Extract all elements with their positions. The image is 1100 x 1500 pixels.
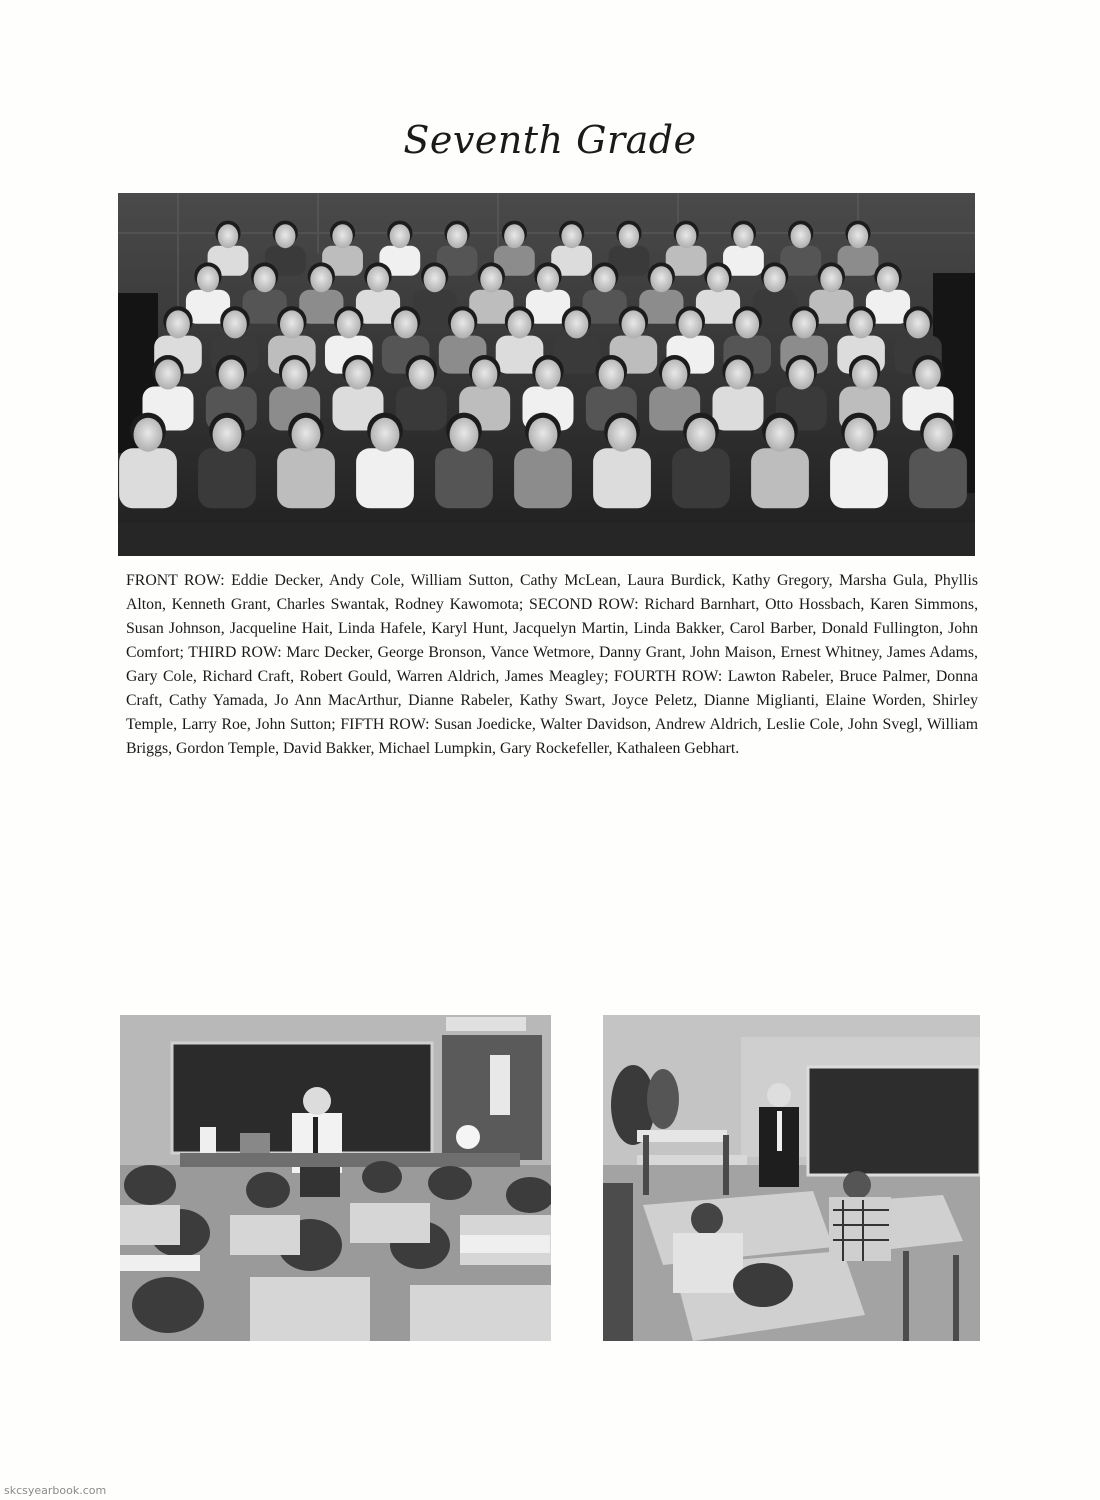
student-figure-face: [275, 224, 295, 248]
student-figure-face: [292, 418, 321, 452]
page-title: Seventh Grade: [403, 118, 697, 162]
student-figure-face: [764, 266, 786, 292]
student-figure-body: [830, 448, 888, 508]
student-figure-face: [537, 266, 559, 292]
student-figure-face: [676, 224, 696, 248]
caption-row-names-3: Marc Decker, George Bronson, Vance Wetmore, Danny Grant, John Maison, Ernest Whitney, James Adams, Gary Cole, Richard Craft, Robert Gould, Warren Aldrich, James Meagley;: [126, 644, 978, 685]
student-figure-face: [197, 266, 219, 292]
student-figure-face: [134, 418, 163, 452]
student-figure-body: [713, 387, 764, 431]
student-figure-face: [678, 310, 702, 338]
student-figure-face: [280, 310, 304, 338]
student-figure-face: [848, 224, 868, 248]
student-figure-body: [356, 448, 414, 508]
student-figure-face: [792, 310, 816, 338]
student-figure-face: [565, 310, 589, 338]
student-figure-face: [213, 418, 242, 452]
student-figure-face: [766, 418, 795, 452]
student-figure-face: [450, 418, 479, 452]
student-figure-body: [119, 448, 177, 508]
student-figure-face: [218, 224, 238, 248]
student-figure-face: [650, 266, 672, 292]
student-figure-face: [219, 360, 245, 390]
student-figure-face: [310, 266, 332, 292]
student-figure-face: [508, 310, 532, 338]
student-figure-body: [751, 448, 809, 508]
student-figure-face: [789, 360, 815, 390]
student-figure-face: [845, 418, 874, 452]
student-figure-face: [390, 224, 410, 248]
student-figure-face: [687, 418, 716, 452]
student-figure-face: [345, 360, 371, 390]
student-figure-face: [561, 224, 581, 248]
student-figure-body: [396, 387, 447, 431]
student-figure-face: [924, 418, 953, 452]
student-figure-face: [529, 418, 558, 452]
student-figure-face: [155, 360, 181, 390]
student-figure-body: [514, 448, 572, 508]
student-figure-body: [198, 448, 256, 508]
student-figure-face: [906, 310, 930, 338]
student-figure-body: [277, 448, 335, 508]
caption-row-names-2: Richard Barnhart, Otto Hossbach, Karen Simmons, Susan Johnson, Jacqueline Hait, Linda Hafele, Karyl Hunt, Jacquelyn Martin, Linda Bakker, Carol Barber, Donald Fullington, John Comfort;: [126, 596, 979, 661]
student-figure-face: [424, 266, 446, 292]
student-figure-face: [594, 266, 616, 292]
student-figure-face: [447, 224, 467, 248]
student-figure-body: [672, 448, 730, 508]
student-figure-face: [504, 224, 524, 248]
student-figure-body: [909, 448, 967, 508]
student-figure-face: [480, 266, 502, 292]
student-figure-face: [852, 360, 878, 390]
classroom-photo-teacher-chalkboard: [603, 1015, 980, 1341]
student-figure-face: [791, 224, 811, 248]
student-figure-face: [820, 266, 842, 292]
student-figure-face: [337, 310, 361, 338]
student-figure-face: [254, 266, 276, 292]
student-figure-face: [371, 418, 400, 452]
student-figure-face: [472, 360, 498, 390]
student-figure-face: [367, 266, 389, 292]
student-figure-face: [877, 266, 899, 292]
caption-row-names-1: Eddie Decker, Andy Cole, William Sutton, Cathy McLean, Laura Burdick, Kathy Gregory, Marsha Gula, Phyllis Alton, Kenneth Grant, Charles Swantak, Rodney Kawomota;: [126, 572, 978, 613]
caption-row-label-3: THIRD ROW:: [188, 644, 282, 661]
student-figure-body: [435, 448, 493, 508]
student-figure-face: [733, 224, 753, 248]
class-group-photo: [118, 193, 975, 556]
student-figure-face: [735, 310, 759, 338]
site-watermark: skcsyearbook.com: [4, 1484, 107, 1497]
caption-row-label-4: FOURTH ROW:: [613, 668, 723, 685]
student-figure-face: [662, 360, 688, 390]
caption-row-label-2: SECOND ROW:: [529, 596, 639, 613]
student-figure-face: [849, 310, 873, 338]
caption-row-label-1: FRONT ROW:: [126, 572, 225, 589]
student-figure-face: [451, 310, 475, 338]
student-figure-body: [593, 448, 651, 508]
student-figure-face: [166, 310, 190, 338]
student-figure-face: [619, 224, 639, 248]
student-figure-face: [608, 418, 637, 452]
caption-row-label-5: FIFTH ROW:: [340, 716, 430, 733]
student-figure-face: [394, 310, 418, 338]
student-figure-face: [725, 360, 751, 390]
student-figure-face: [409, 360, 435, 390]
student-figure-face: [332, 224, 352, 248]
student-figure-face: [599, 360, 625, 390]
caption-row-names-4: Lawton Rabeler, Bruce Palmer, Donna Craft, Cathy Yamada, Jo Ann MacArthur, Dianne Rabeler, Kathy Swart, Joyce Peletz, Dianne Miglianti, Elaine Worden, Shirley Temple, Larry Roe, John Sutton;: [126, 668, 979, 733]
student-figure-face: [915, 360, 941, 390]
class-roster-caption: [126, 569, 978, 761]
student-figure-face: [282, 360, 308, 390]
student-figure-face: [707, 266, 729, 292]
caption-row-names-5: Susan Joedicke, Walter Davidson, Andrew Aldrich, Leslie Cole, John Svegl, William Briggs, Gordon Temple, David Bakker, Michael Lumpkin, Gary Rockefeller, Kathaleen Gebhart.: [126, 716, 978, 757]
classroom-photo-teacher-demonstration: [120, 1015, 551, 1341]
student-figure-face: [223, 310, 247, 338]
student-figure-face: [535, 360, 561, 390]
student-figure-face: [621, 310, 645, 338]
